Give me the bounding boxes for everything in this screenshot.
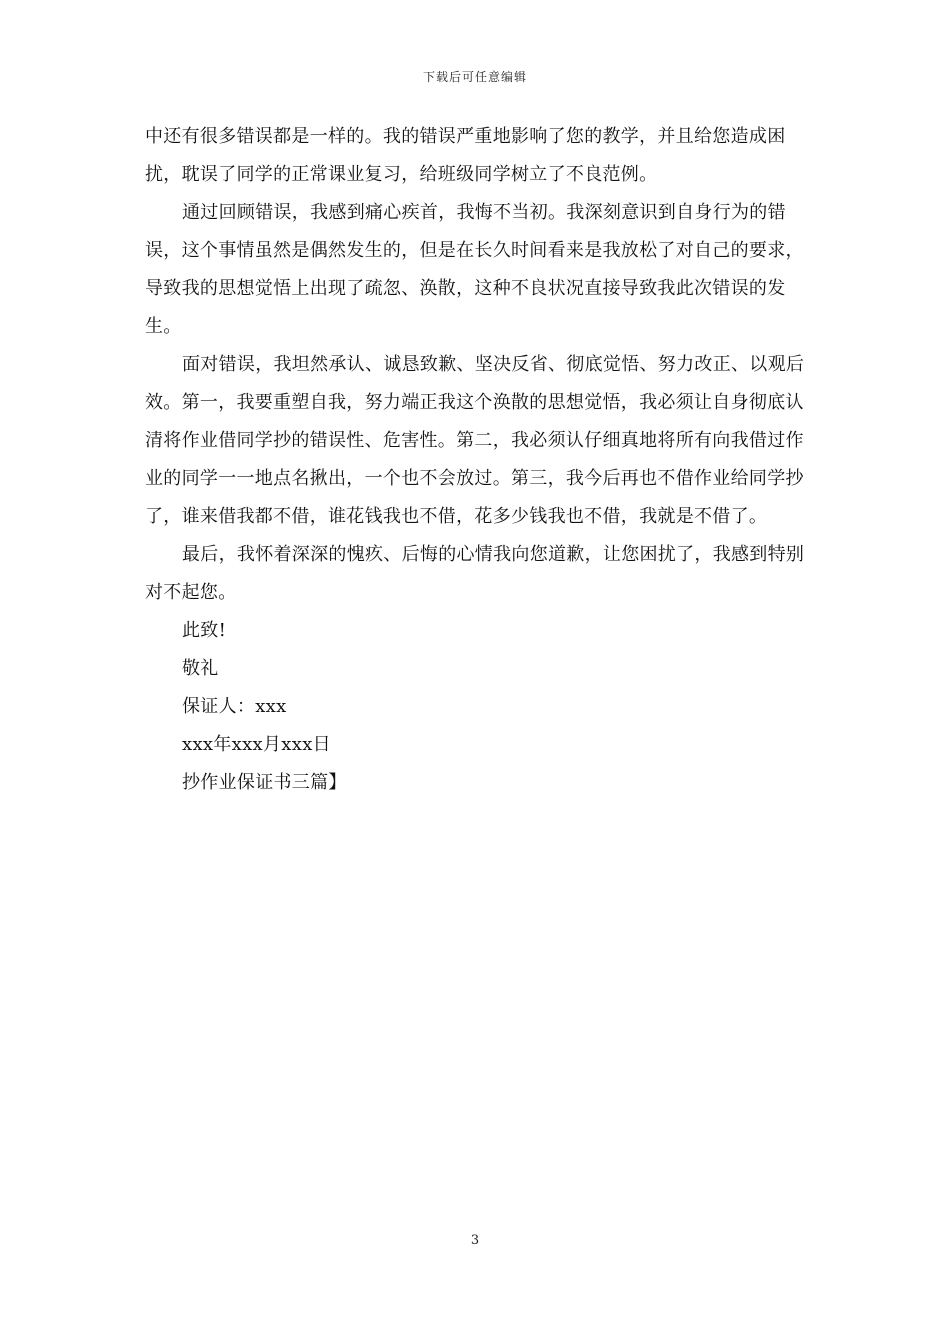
page-header: 下载后可任意编辑 [422, 70, 527, 84]
paragraph-apology: 最后，我怀着深深的愧疚、后悔的心情我向您道歉，让您困扰了，我感到特别对不起您。 [145, 544, 805, 603]
document-body [145, 118, 817, 802]
paragraph-commitments: 面对错误，我坦然承认、诚恳致歉、坚决反省、彻底觉悟、努力改正、以观后效。第一，我要重塑自我，努力端正我这个涣散的思想觉悟，我必须让自身彻底认清将作业借同学抄的错误性、危害性。第二，我必须认仔细真地将所有向我借过作业的同学一一地点名揪出，一个也不会放过。第三，我今后再也不借作业给同学抄了，谁来借我都不借，谁花钱我也不借，花多少钱我也不借，我就是不借了。 [145, 354, 805, 527]
closing-salutation: 此致! [182, 620, 227, 641]
paragraph-reflection: 通过回顾错误，我感到痛心疾首，我悔不当初。我深刻意识到自身行为的错误，这个事情虽然是偶然发生的，但是在长久时间看来是我放松了对自己的要求，导致我的思想觉悟上出现了疏忽、涣散，这种不良状况直接导致我此次错误的发生。 [145, 202, 804, 337]
date-line: xxx年xxx月xxx日 [182, 734, 331, 755]
guarantor-line: 保证人：xxx [182, 696, 287, 717]
page-number: 3 [470, 1233, 480, 1248]
paragraph-continued: 中还有很多错误都是一样的。我的错误严重地影响了您的教学，并且给您造成困扰，耽误了同学的正常课业复习，给班级同学树立了不良范例。 [145, 126, 786, 185]
next-section-title: 抄作业保证书三篇】 [182, 772, 347, 793]
closing-regards: 敬礼 [182, 658, 219, 679]
